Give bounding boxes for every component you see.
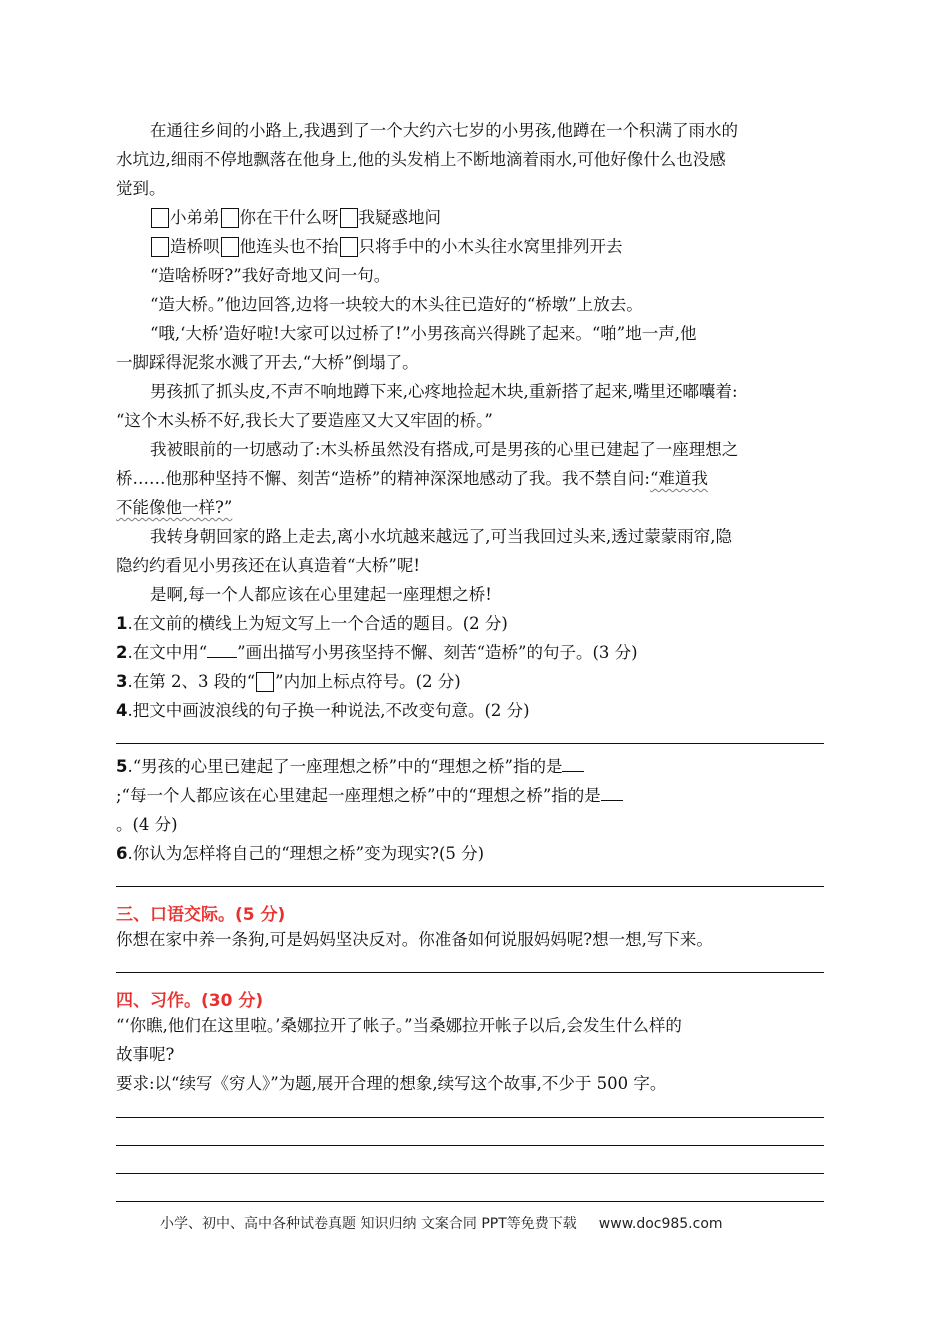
question-2: [116, 642, 638, 664]
writing-line[interactable]: [116, 1201, 824, 1202]
question-text: .你认为怎样将自己的“理想之桥”变为现实?(5 分): [127, 844, 485, 863]
story-paragraph-5: “造大桥。”他边回答,边将一块较大的木头往已造好的“桥墩”上放去。: [150, 295, 643, 314]
story-paragraph-7-line-2: “这个木头桥不好,我长大了要造座又大又牢固的桥。”: [116, 411, 493, 430]
punctuation-box[interactable]: [151, 208, 169, 228]
question-1: [116, 613, 508, 635]
writing-line[interactable]: [116, 1117, 824, 1118]
punctuation-box[interactable]: [151, 237, 169, 257]
question-5-line-3: 。(4 分): [116, 815, 178, 834]
punctuation-box[interactable]: [340, 237, 358, 257]
dialogue-text: 他连头也不抬: [239, 237, 339, 256]
story-paragraph-7-line-1: 男孩抓了抓头皮,不声不响地蹲下来,心疼地捡起木块,重新搭了起来,嘴里还嘟囔着:: [150, 382, 738, 401]
writing-line[interactable]: [116, 1145, 824, 1146]
story-paragraph-9-line-1: 我转身朝回家的路上走去,离小水坑越来越远了,可当我回过头来,透过蒙蒙雨帘,隐: [150, 527, 732, 546]
question-4: [116, 700, 530, 722]
section-4-title: 四、习作。(30 分): [116, 991, 264, 1011]
punctuation-box-sample: [256, 672, 274, 692]
punctuation-box[interactable]: [340, 208, 358, 228]
section-4-requirement: 要求:以“续写《穷人》”为题,展开合理的想象,续写这个故事,不少于 500 字。: [116, 1074, 667, 1093]
punctuation-box[interactable]: [221, 208, 239, 228]
footer-text: 小学、初中、高中各种试卷真题 知识归纳 文案合同 PPT等免费下载: [160, 1216, 577, 1232]
story-paragraph-1-line-3: 觉到。: [116, 179, 166, 198]
story-paragraph-8-line-2: [116, 468, 708, 490]
story-paragraph-1-line-1: 在通往乡间的小路上,我遇到了一个大约六七岁的小男孩,他蹲在一个积满了雨水的: [150, 121, 738, 140]
underline-sample: [207, 643, 237, 658]
story-paragraph-8-line-1: 我被眼前的一切感动了:木头桥虽然没有搭成,可是男孩的心里已建起了一座理想之: [150, 440, 739, 459]
page-footer: [160, 1213, 723, 1233]
story-paragraph-6-line-2: 一脚踩得泥浆水溅了开去,“大桥”倒塌了。: [116, 353, 419, 372]
question-number: 4: [116, 701, 128, 720]
dialogue-text: 我疑惑地问: [358, 208, 441, 227]
story-paragraph-9-line-2: 隐约约看见小男孩还在认真造着“大桥”呢!: [116, 556, 421, 575]
wavy-underlined-sentence: “难道我: [649, 469, 708, 488]
section-4-prompt-line-2: 故事呢?: [116, 1045, 175, 1064]
answer-line[interactable]: [116, 886, 824, 887]
story-paragraph-8-line-3: [116, 497, 232, 519]
question-number: 6: [116, 844, 128, 863]
dialogue-text: 只将手中的小木头往水窝里排列开去: [358, 237, 623, 256]
question-text: .在第 2、3 段的“: [127, 672, 256, 691]
question-text: .把文中画波浪线的句子换一种说法,不改变句意。(2 分): [127, 701, 530, 720]
answer-line[interactable]: [116, 743, 824, 744]
story-paragraph-4: “造啥桥呀?”我好奇地又问一句。: [150, 266, 391, 285]
question-number: 5: [116, 757, 128, 776]
fill-blank[interactable]: [601, 786, 623, 801]
section-4-prompt-line-1: “‘你瞧,他们在这里啦。’桑娜拉开了帐子。”当桑娜拉开帐子以后,会发生什么样的: [116, 1016, 682, 1035]
question-text: ”画出描写小男孩坚持不懈、刻苦“造桥”的句子。(3 分): [237, 643, 638, 662]
footer-url[interactable]: www.doc985.com: [598, 1216, 723, 1232]
writing-line[interactable]: [116, 1173, 824, 1174]
story-paragraph-3: [150, 236, 623, 258]
question-text: ;“每一个人都应该在心里建起一座理想之桥”中的“理想之桥”指的是: [116, 786, 601, 805]
story-paragraph-6-line-1: “哦,‘大桥’造好啦!大家可以过桥了!”小男孩高兴得跳了起来。“啪”地一声,他: [150, 324, 697, 343]
question-number: 2: [116, 643, 128, 662]
story-paragraph-2: [150, 207, 441, 229]
answer-line[interactable]: [116, 972, 824, 973]
question-3: [116, 671, 461, 693]
punctuation-box[interactable]: [221, 237, 239, 257]
question-text: ”内加上标点符号。(2 分): [275, 672, 461, 691]
dialogue-text: 你在干什么呀: [239, 208, 339, 227]
question-6: [116, 843, 484, 865]
question-5-line-2: [116, 785, 623, 807]
question-number: 1: [116, 614, 128, 633]
question-5-line-1: [116, 756, 584, 778]
story-paragraph-10: 是啊,每一个人都应该在心里建起一座理想之桥!: [150, 585, 492, 604]
question-number: 3: [116, 672, 128, 691]
paragraph-text: 桥……他那种坚持不懈、刻苦“造桥”的精神深深地感动了我。我不禁自问:: [116, 469, 650, 488]
dialogue-text: 小弟弟: [170, 208, 220, 227]
section-3-title: 三、口语交际。(5 分): [116, 905, 286, 925]
dialogue-text: 造桥呗: [170, 237, 220, 256]
story-paragraph-1-line-2: 水坑边,细雨不停地飘落在他身上,他的头发梢上不断地滴着雨水,可他好像什么也没感: [116, 150, 726, 169]
wavy-underlined-sentence: 不能像他一样?”: [116, 498, 233, 517]
section-3-prompt: 你想在家中养一条狗,可是妈妈坚决反对。你准备如何说服妈妈呢?想一想,写下来。: [116, 930, 713, 949]
question-text: .在文中用“: [127, 643, 208, 662]
fill-blank[interactable]: [562, 757, 584, 772]
question-text: .在文前的横线上为短文写上一个合适的题目。(2 分): [127, 614, 508, 633]
question-text: .“男孩的心里已建起了一座理想之桥”中的“理想之桥”指的是: [127, 757, 563, 776]
